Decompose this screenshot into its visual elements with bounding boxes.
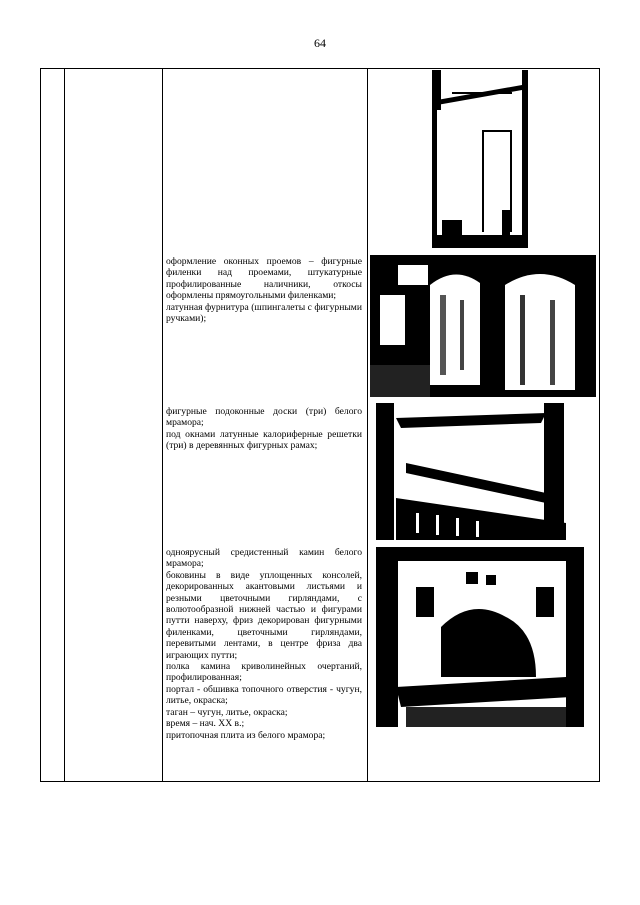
- page-number: 64: [314, 36, 326, 50]
- window-sill-photo: [376, 403, 580, 540]
- row-window-openings-text: [166, 256, 362, 324]
- paragraph: таган – чугун, литье, окраска;: [166, 706, 288, 718]
- row-fireplace-text: [166, 547, 362, 741]
- paragraph: притопочная плита из белого мрамора;: [166, 729, 326, 741]
- fireplace-photo: [376, 547, 584, 727]
- column-divider-3: [367, 69, 368, 781]
- row-window-sills-text: [166, 406, 362, 452]
- paragraph: оформление оконных проемов – фигурные филенки над проемами, штукатурные профилированные наличники, откосы оформлены прямоугольными филенками;: [166, 256, 362, 302]
- paragraph: фигурные подоконные доски (три) белого мрамора;: [166, 406, 362, 429]
- wall-photo: [432, 70, 528, 248]
- paragraph: портал - обшивка топочного отверстия - чугун, литье, окраска;: [166, 683, 362, 707]
- paragraph: время – нач. XX в.;: [166, 718, 245, 730]
- paragraph: полка камина криволинейных очертаний, профилированная;: [166, 661, 362, 684]
- paragraph: боковины в виде уплощенных консолей, декорированных акантовыми листьями и резными цветочными гирляндами, с волютообразной нижней частью и фигурами путти наверху, фриз декорирован фигурными филенками, цветочными гирляндами, перевитыми лентами, в центре фриза два играющих путти;: [166, 569, 362, 661]
- column-divider-2: [162, 69, 163, 781]
- paragraph: под окнами латунные калориферные решетки (три) в деревянных фигурных рамах;: [166, 428, 362, 452]
- paragraph: латунная фурнитура (шпингалеты с фигурными ручками);: [166, 301, 362, 325]
- paragraph: одноярусный средистенный камин белого мрамора;: [166, 547, 362, 570]
- window-arch-photo: [370, 255, 596, 397]
- column-divider-1: [64, 69, 65, 781]
